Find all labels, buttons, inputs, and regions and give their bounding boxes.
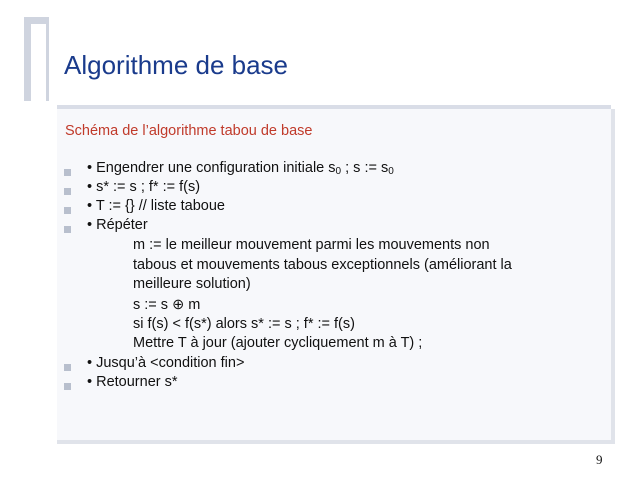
bullet-square-icon — [64, 207, 71, 214]
bullet-item: • Jusqu’à <condition fin> — [87, 355, 245, 371]
repeat-line: tabous et mouvements tabous exceptionnels (améliorant la — [133, 257, 512, 273]
repeat-line: meilleure solution) — [133, 276, 251, 292]
bullet-square-icon — [64, 364, 71, 371]
repeat-line: m := le meilleur mouvement parmi les mouvements non — [133, 237, 490, 253]
bullet-item: • T := {} // liste taboue — [87, 198, 225, 214]
bullet-item: • Répéter — [87, 217, 148, 233]
bullet-square-icon — [64, 188, 71, 195]
bullet-item: • s* := s ; f* := f(s) — [87, 179, 201, 195]
subscript: 0 — [335, 166, 342, 177]
bullet-text: • Engendrer une configuration initiale s — [87, 160, 336, 176]
page-number: 9 — [596, 452, 603, 467]
bullet-square-icon — [64, 226, 71, 233]
subscript: 0 — [388, 166, 394, 177]
bullet-text: ; s := s — [341, 160, 389, 176]
repeat-line: s := s ⊕ m — [133, 297, 201, 313]
bullet-square-icon — [64, 169, 71, 176]
repeat-line: Mettre T à jour (ajouter cycliquement m à T) ; — [133, 335, 423, 351]
repeat-line: si f(s) < f(s*) alors s* := s ; f* := f(s) — [133, 316, 355, 332]
slide-title: Algorithme de base — [64, 50, 289, 80]
slide-subtitle: Schéma de l’algorithme tabou de base — [65, 123, 313, 139]
accent-bracket-inner — [31, 24, 46, 101]
bullet-square-icon — [64, 383, 71, 390]
bullet-item: • Retourner s* — [87, 374, 178, 390]
bullet-item — [87, 160, 394, 177]
